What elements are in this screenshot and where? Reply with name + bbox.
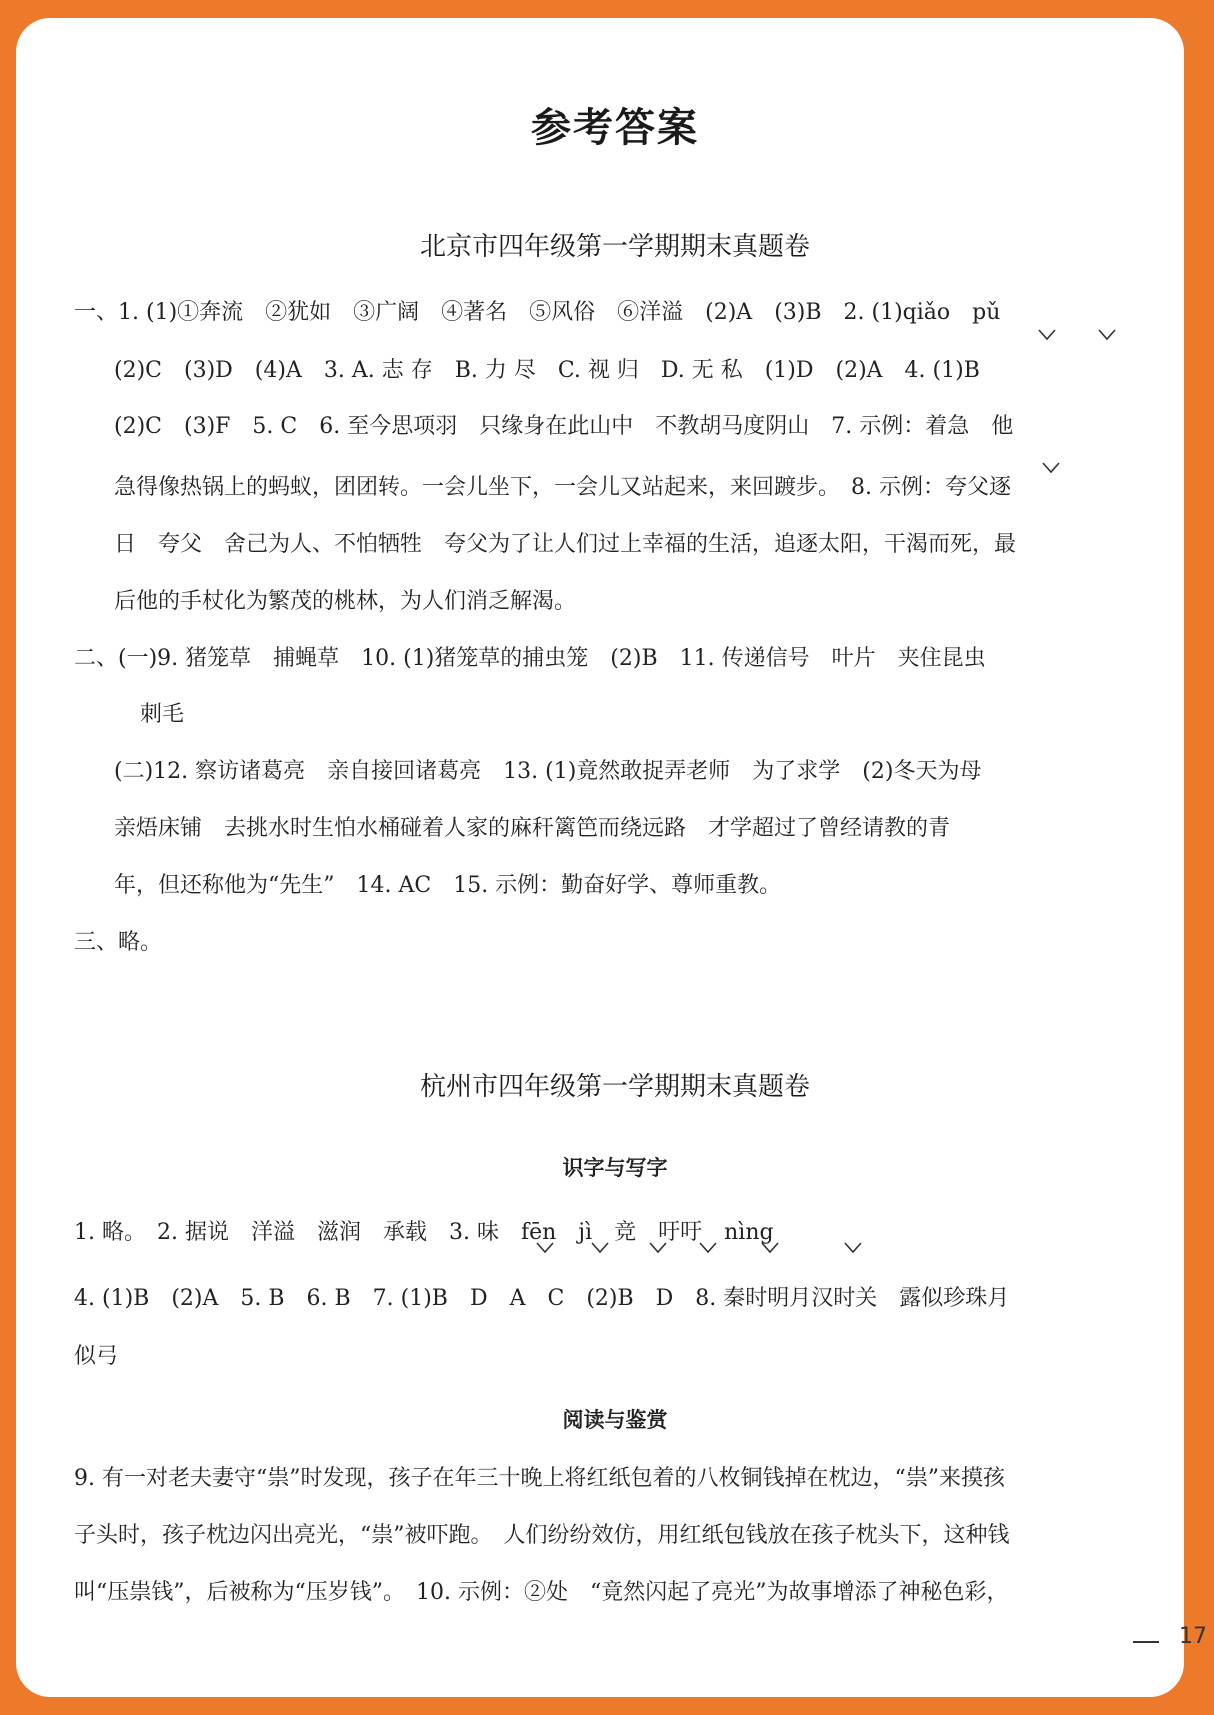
answer-line: 后他的手杖化为繁茂的桃林，为人们消乏解渴。: [114, 589, 577, 614]
tone-marks-icon: [16, 18, 1184, 1697]
answer-line: 二、(一)9. 猪笼草 捕蝇草 10. (1)猪笼草的捕虫笼 (2)B 11. 传递信号 叶片 夹住昆虫: [74, 646, 986, 671]
section-title-hangzhou: 杭州市四年级第一学期期末真题卷: [419, 1072, 810, 1102]
answer-line: 刺毛: [140, 702, 185, 727]
page-number: 17: [1179, 1624, 1207, 1649]
answer-page: [16, 18, 1207, 1697]
answer-line: 亲焐床铺 去挑水时生怕水桶碰着人家的麻秆篱笆而绕远路 才学超过了曾经请教的青: [114, 816, 951, 841]
page-number-dash: [1133, 1641, 1159, 1643]
answer-line: 叫“压祟钱”，后被称为“压岁钱”。 10. 示例：②处 “竟然闪起了亮光”为故事增添了神秘色彩，: [74, 1580, 1009, 1605]
answer-line: (二)12. 察访诸葛亮 亲自接回诸葛亮 13. (1)竟然敢捉弄老师 为了求学 (2)冬天为母: [114, 759, 982, 784]
answer-line: 4. (1)B (2)A 5. B 6. B 7. (1)B D A C (2)B D 8. 秦时明月汉时关 露似珍珠月: [74, 1286, 1010, 1311]
answer-line: 急得像热锅上的蚂蚁，团团转。一会儿坐下，一会儿又站起来，来回踱步。 8. 示例：夸父逐: [114, 475, 1011, 500]
section-title-beijing: 北京市四年级第一学期期末真题卷: [419, 232, 810, 262]
page-title: 参考答案: [531, 105, 699, 151]
answer-line: (2)C (3)D (4)A 3. A. 志 存 B. 力 尽 C. 视 归 D. 无 私 (1)D (2)A 4. (1)B: [114, 358, 980, 383]
answer-line: (2)C (3)F 5. C 6. 至今思项羽 只缘身在此山中 不教胡马度阴山 7. 示例：着急 他: [114, 414, 1014, 439]
answer-line: 年，但还称他为“先生” 14. AC 15. 示例：勤奋好学、尊师重教。: [114, 873, 782, 898]
subsection-title: 阅读与鉴赏: [562, 1408, 668, 1432]
answer-line: 一、1. (1)①奔流 ②犹如 ③广阔 ④著名 ⑤风俗 ⑥洋溢 (2)A (3)B 2. (1)qiǎo pǔ: [74, 300, 1001, 325]
answer-line: 三、略。: [74, 930, 163, 955]
answer-line: 9. 有一对老夫妻守“祟”时发现，孩子在年三十晚上将红纸包着的八枚铜钱掉在枕边，“祟”来摸孩: [74, 1466, 1005, 1491]
answer-line: 似弓: [74, 1344, 119, 1369]
answer-line: 日 夸父 舍己为人、不怕牺牲 夸父为了让人们过上幸福的生活，追逐太阳，干渴而死，最: [114, 532, 1017, 557]
answer-line: 1. 略。 2. 据说 洋溢 滋润 承载 3. 味 fēn jì 竞 吁吁 nìng: [74, 1220, 774, 1245]
subsection-title: 识字与写字: [562, 1156, 668, 1180]
answer-line: 子头时，孩子枕边闪出亮光，“祟”被吓跑。 人们纷纷效仿，用红纸包钱放在孩子枕头下，这种钱: [74, 1523, 1010, 1548]
